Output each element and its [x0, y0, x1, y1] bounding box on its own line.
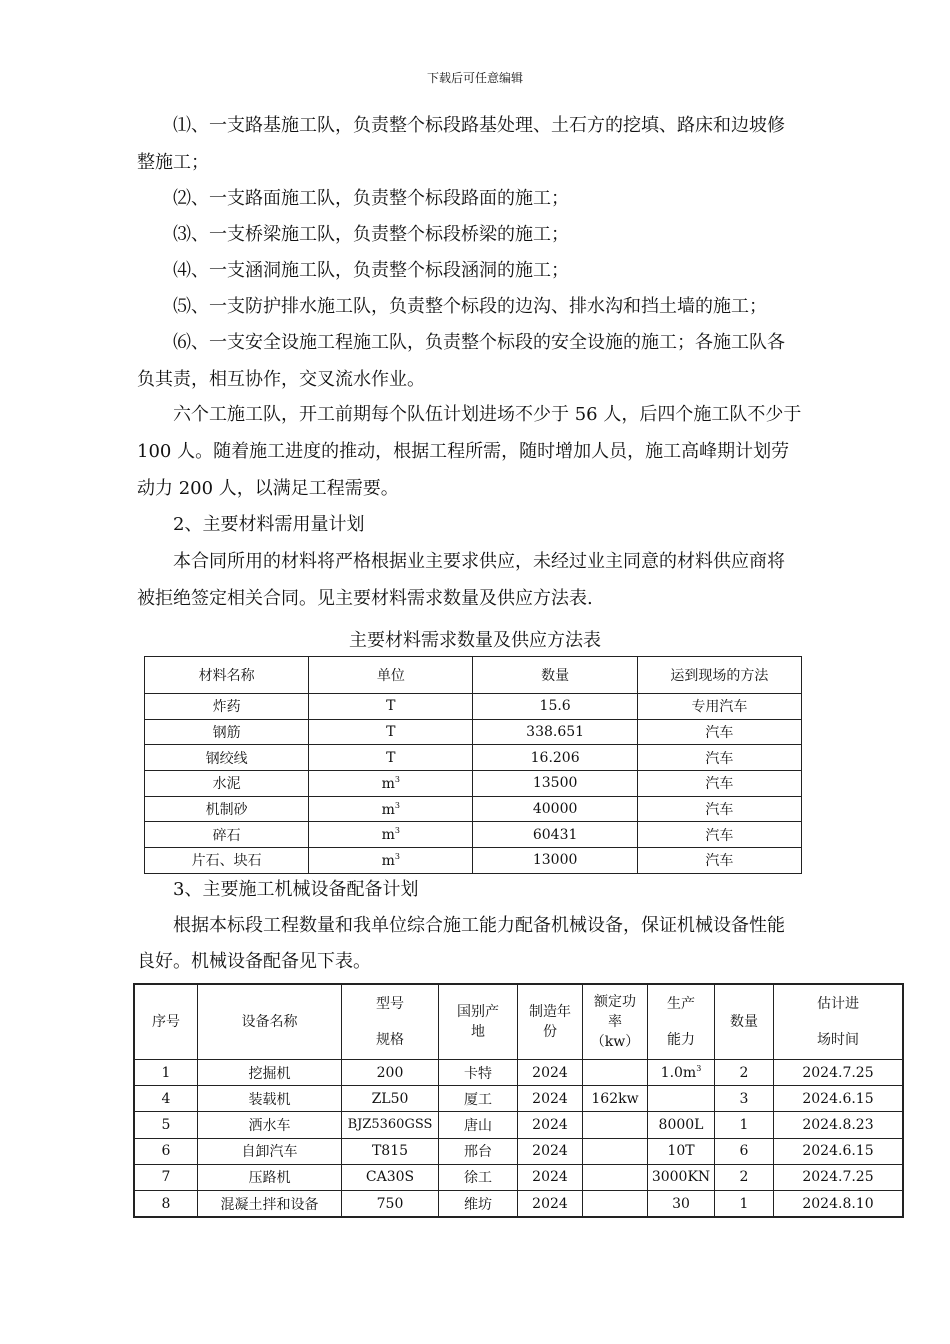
table-cell: 3000KN	[648, 1164, 715, 1190]
table-cell: 汽车	[637, 771, 801, 797]
superscript: 3	[394, 851, 401, 861]
table-cell	[648, 1086, 715, 1112]
table-row	[134, 1112, 903, 1138]
paragraph: 根据本标段工程数量和我单位综合施工能力配备机械设备，保证机械设备性能	[173, 915, 785, 936]
table-cell: 1	[134, 1060, 198, 1086]
paragraph: 100 人。随着施工进度的推动，根据工程所需，随时增加人员，施工高峰期计划劳	[137, 441, 790, 462]
table-caption: 主要材料需求数量及供应方法表	[349, 630, 601, 651]
paragraph: ⑸、一支防护排水施工队，负责整个标段的边沟、排水沟和挡土墙的施工；	[173, 296, 767, 317]
unit-text: m	[381, 775, 395, 792]
table-cell: 40000	[473, 796, 637, 822]
header-line: 制造年	[529, 1004, 571, 1020]
header-cell: 数量	[715, 984, 774, 1060]
table-cell: 3	[715, 1086, 774, 1112]
table-cell: 30	[648, 1190, 715, 1217]
table-cell: 2024.7.25	[774, 1060, 904, 1086]
table-row	[134, 1164, 903, 1190]
header-cell: 运到现场的方法	[637, 657, 801, 694]
paragraph: 整施工；	[137, 152, 209, 173]
header-line: 型号	[376, 996, 404, 1012]
unit-cell	[309, 771, 473, 797]
table-cell: 2024	[518, 1164, 583, 1190]
table-row	[134, 1190, 903, 1217]
table-cell: 2024.7.25	[774, 1164, 904, 1190]
paragraph: ⑶、一支桥梁施工队，负责整个标段桥梁的施工；	[173, 224, 569, 245]
table-cell: 2024	[518, 1086, 583, 1112]
table-row	[145, 822, 802, 848]
table-cell: 汽车	[637, 719, 801, 745]
table-row	[145, 745, 802, 771]
table-cell: 挖掘机	[198, 1060, 342, 1086]
table-cell: 专用汽车	[637, 694, 801, 720]
table-cell: 1	[715, 1190, 774, 1217]
table-cell: 汽车	[637, 848, 801, 874]
header-cell	[439, 984, 518, 1060]
table-row	[134, 1086, 903, 1112]
table-row	[145, 694, 802, 720]
paragraph: ⑴、一支路基施工队，负责整个标段路基处理、土石方的挖填、路床和边坡修	[173, 115, 785, 136]
header-line: 地	[471, 1024, 485, 1040]
table-cell: 水泥	[145, 771, 309, 797]
header-line: 率	[608, 1014, 622, 1030]
header-line: 份	[543, 1024, 557, 1040]
table-cell	[583, 1190, 648, 1217]
paragraph: 被拒绝签定相关合同。见主要材料需求数量及供应方法表.	[137, 588, 593, 609]
table-cell: 机制砂	[145, 796, 309, 822]
table-row	[145, 719, 802, 745]
table-cell: T815	[342, 1138, 439, 1164]
table-cell: 2024	[518, 1190, 583, 1217]
table-cell: 338.651	[473, 719, 637, 745]
section-heading: 2、主要材料需用量计划	[173, 514, 365, 535]
table-cell: 1	[715, 1112, 774, 1138]
table-row	[145, 771, 802, 797]
header-line: 国别产	[457, 1004, 499, 1020]
table-cell: 2024.6.15	[774, 1086, 904, 1112]
table-cell: 60431	[473, 822, 637, 848]
table-cell: 汽车	[637, 796, 801, 822]
table-cell: 混凝土拌和设备	[198, 1190, 342, 1217]
table-cell: 2024.8.23	[774, 1112, 904, 1138]
section-heading: 3、主要施工机械设备配备计划	[173, 879, 419, 900]
superscript: 3	[394, 800, 401, 810]
table-cell: 8	[134, 1190, 198, 1217]
table-header-row	[134, 984, 903, 1060]
table-cell: 钢绞线	[145, 745, 309, 771]
table-header-row	[145, 657, 802, 694]
table-cell: 洒水车	[198, 1112, 342, 1138]
header-line: 估计进	[817, 996, 859, 1012]
table-cell: T	[309, 694, 473, 720]
paragraph: 本合同所用的材料将严格根据业主要求供应，未经过业主同意的材料供应商将	[173, 551, 785, 572]
header-cell	[648, 984, 715, 1060]
table-cell: 7	[134, 1164, 198, 1190]
table-cell: 2	[715, 1164, 774, 1190]
table-row	[134, 1060, 903, 1086]
table-cell: 13000	[473, 848, 637, 874]
capacity-cell	[648, 1060, 715, 1086]
paragraph: ⑷、一支涵洞施工队，负责整个标段涵洞的施工；	[173, 260, 569, 281]
paragraph: 六个工施工队，开工前期每个队伍计划进场不少于 56 人，后四个施工队不少于	[173, 404, 802, 425]
table-cell	[583, 1138, 648, 1164]
table-row	[145, 796, 802, 822]
table-cell: 钢筋	[145, 719, 309, 745]
table-cell: 162kw	[583, 1086, 648, 1112]
equipment-table	[133, 983, 904, 1218]
superscript: 3	[394, 774, 401, 784]
table-cell: 10T	[648, 1138, 715, 1164]
paragraph: ⑹、一支安全设施工程施工队，负责整个标段的安全设施的施工；各施工队各	[173, 332, 785, 353]
table-cell: 2024.6.15	[774, 1138, 904, 1164]
table-cell: 碎石	[145, 822, 309, 848]
table-cell: 片石、块石	[145, 848, 309, 874]
table-cell: 装载机	[198, 1086, 342, 1112]
unit-cell	[309, 822, 473, 848]
table-cell: 13500	[473, 771, 637, 797]
table-row	[145, 848, 802, 874]
header-line: 生产	[667, 996, 695, 1012]
table-cell: 6	[715, 1138, 774, 1164]
table-cell: 5	[134, 1112, 198, 1138]
unit-text: m	[381, 801, 395, 818]
header-cell: 单位	[309, 657, 473, 694]
table-cell: 2	[715, 1060, 774, 1086]
table-cell: 维坊	[439, 1190, 518, 1217]
superscript: 3	[696, 1064, 702, 1074]
header-cell	[518, 984, 583, 1060]
table-cell: 厦工	[439, 1086, 518, 1112]
unit-text: m	[381, 827, 395, 844]
superscript: 3	[394, 826, 401, 836]
capacity-text: 1.0m	[660, 1065, 697, 1082]
table-cell: 8000L	[648, 1112, 715, 1138]
table-cell: 邢台	[439, 1138, 518, 1164]
table-cell: 15.6	[473, 694, 637, 720]
table-row	[134, 1138, 903, 1164]
paragraph: 动力 200 人，以满足工程需要。	[137, 478, 399, 499]
header-line: （kw）	[590, 1034, 640, 1050]
unit-cell	[309, 796, 473, 822]
header-line: 场时间	[817, 1032, 859, 1048]
header-line: 额定功	[594, 994, 636, 1010]
materials-table	[144, 656, 802, 874]
table-cell: 汽车	[637, 745, 801, 771]
header-cell: 数量	[473, 657, 637, 694]
table-cell: 6	[134, 1138, 198, 1164]
table-cell: 2024	[518, 1138, 583, 1164]
table-cell: 4	[134, 1086, 198, 1112]
table-cell: 徐工	[439, 1164, 518, 1190]
table-cell: CA30S	[342, 1164, 439, 1190]
table-cell: 唐山	[439, 1112, 518, 1138]
paragraph: 良好。机械设备配备见下表。	[137, 951, 371, 972]
table-cell: 200	[342, 1060, 439, 1086]
table-cell: 16.206	[473, 745, 637, 771]
table-cell: ZL50	[342, 1086, 439, 1112]
header-cell: 设备名称	[198, 984, 342, 1060]
header-cell: 序号	[134, 984, 198, 1060]
table-cell: 2024	[518, 1112, 583, 1138]
table-cell: 2024	[518, 1060, 583, 1086]
paragraph: 负其责，相互协作，交叉流水作业。	[137, 369, 425, 390]
table-cell: 2024.8.10	[774, 1190, 904, 1217]
paragraph: ⑵、一支路面施工队，负责整个标段路面的施工；	[173, 188, 569, 209]
header-cell	[342, 984, 439, 1060]
table-cell: T	[309, 719, 473, 745]
page-header: 下载后可任意编辑	[426, 71, 523, 85]
table-cell: 自卸汽车	[198, 1138, 342, 1164]
table-cell: 炸药	[145, 694, 309, 720]
table-cell	[583, 1164, 648, 1190]
table-cell: T	[309, 745, 473, 771]
table-cell: 压路机	[198, 1164, 342, 1190]
header-cell: 材料名称	[145, 657, 309, 694]
unit-cell	[309, 848, 473, 874]
unit-text: m	[381, 852, 395, 869]
table-cell: 汽车	[637, 822, 801, 848]
table-cell	[583, 1060, 648, 1086]
table-cell: 卡特	[439, 1060, 518, 1086]
table-cell: BJZ5360GSS	[342, 1112, 439, 1138]
header-line: 规格	[376, 1032, 404, 1048]
table-cell: 750	[342, 1190, 439, 1217]
header-cell	[774, 984, 904, 1060]
header-cell	[583, 984, 648, 1060]
table-cell	[583, 1112, 648, 1138]
header-line: 能力	[667, 1032, 695, 1048]
